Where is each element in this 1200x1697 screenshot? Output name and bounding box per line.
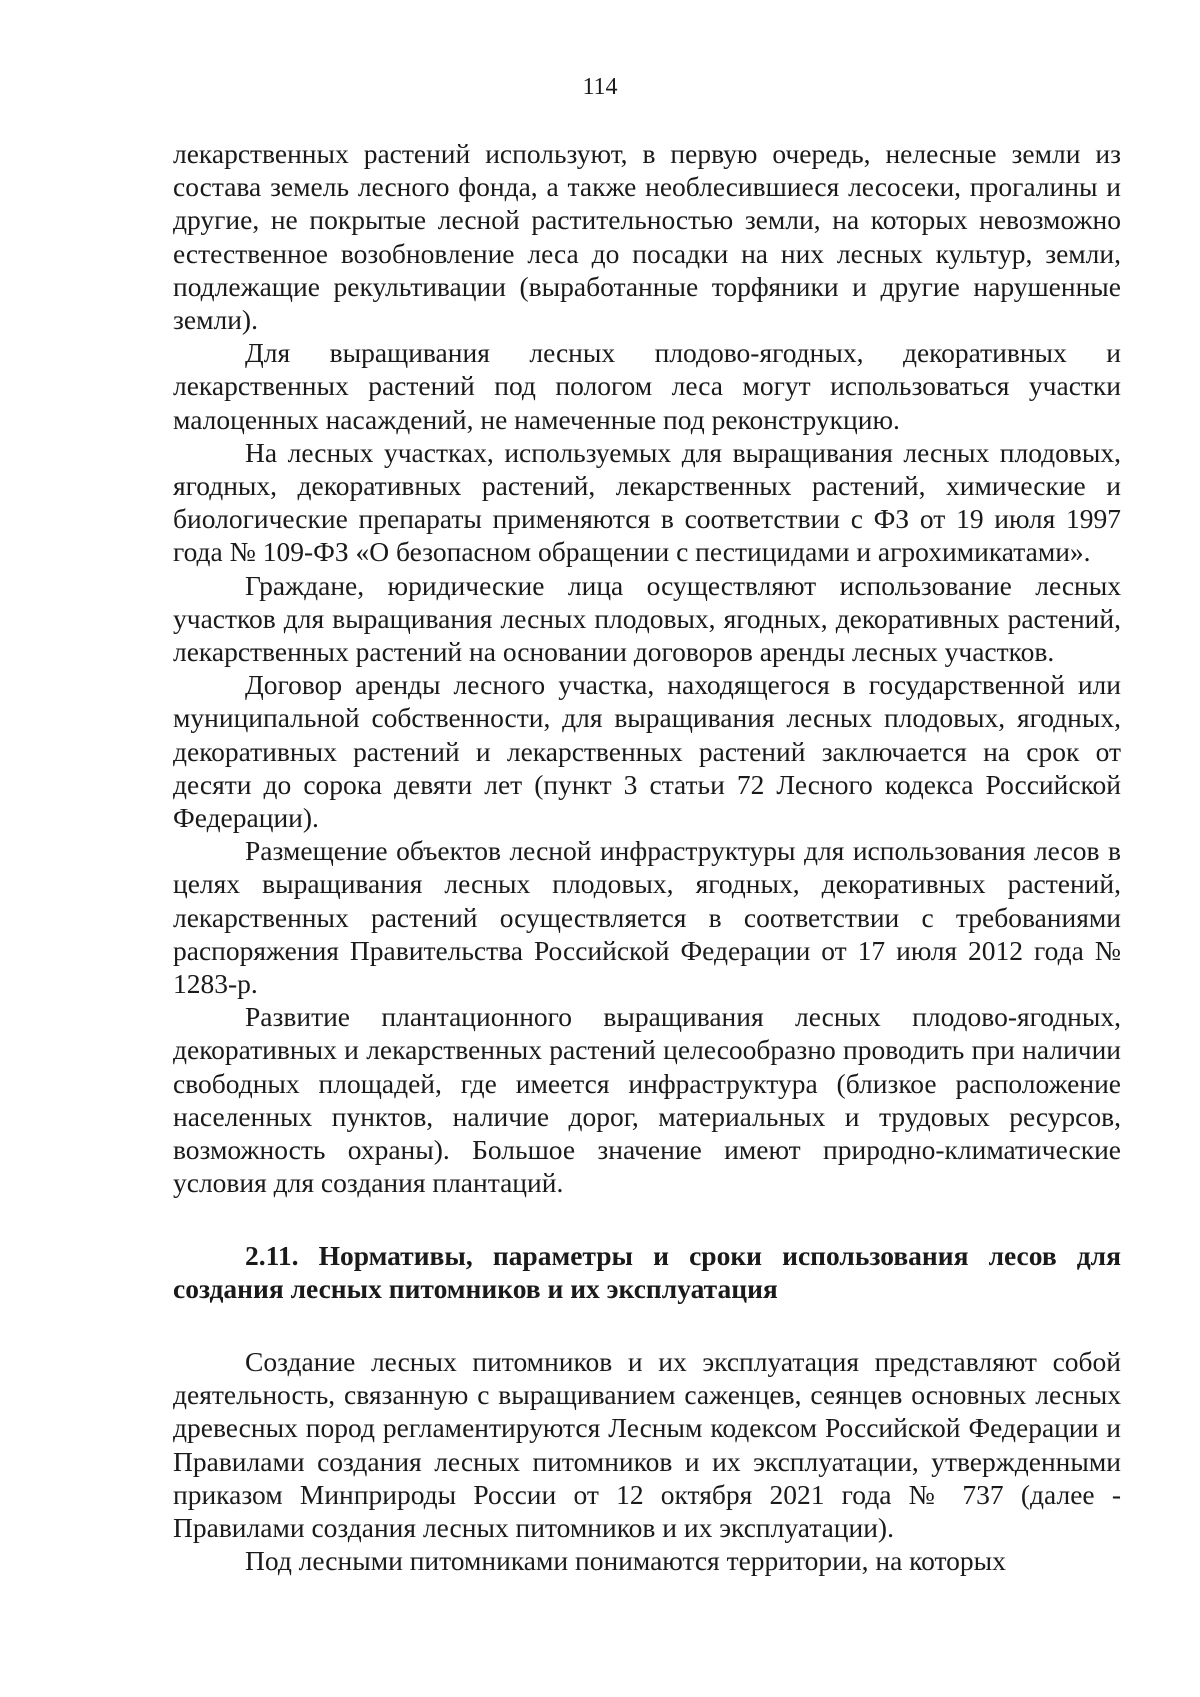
paragraph: Создание лесных питомников и их эксплуатация представляют собой деятельность, связанную с выращиванием саженцев, сеянцев основных лесных древесных пород регламентируются Лесным кодексом Российской Федерации и Правилами создания лесных питомников и их эксплуатации, утвержденными приказом Минприроды России от 12 октября 2021 года № 737 (далее - Правилами создания лесных питомников и их эксплуатации). <box>173 1345 1121 1543</box>
paragraphs-before-heading <box>173 137 1121 1200</box>
paragraph: лекарственных растений используют, в первую очередь, нелесные земли из состава земель лесного фонда, а также необлесившиеся лесосеки, прогалины и другие, не покрытые лесной растительностью земли, на которых невозможно естественное возобновление леса до посадки на них лесных культур, земли, подлежащие рекультивации (выработанные торфяники и другие нарушенные земли). <box>173 138 1121 336</box>
page-body <box>173 137 1121 1577</box>
paragraph: Граждане, юридические лица осуществляют использование лесных участков для выращивания лесных плодовых, ягодных, декоративных растений, лекарственных растений на основании договоров аренды лесных участков. <box>173 569 1121 668</box>
section-heading: 2.11. Нормативы, параметры и сроки использования лесов для создания лесных питомников и их эксплуатация <box>173 1239 1121 1304</box>
paragraph: Развитие плантационного выращивания лесных плодово-ягодных, декоративных и лекарственных растений целесообразно проводить при наличии свободных площадей, где имеется инфраструктура (близкое расположение населенных пунктов, наличие дорог, материальных и трудовых ресурсов, возможность охраны). Большое значение имеют природно-климатические условия для создания плантаций. <box>173 1001 1121 1199</box>
paragraph: Договор аренды лесного участка, находящегося в государственной или муниципальной собственности, для выращивания лесных плодовых, ягодных, декоративных растений и лекарственных растений заключается на срок от десяти до сорока девяти лет (пункт 3 статьи 72 Лесного кодекса Российской Федерации). <box>173 669 1121 834</box>
page-number: 114 <box>582 74 618 100</box>
paragraph: Для выращивания лесных плодово-ягодных, декоративных и лекарственных растений под пологом леса могут использоваться участки малоценных насаждений, не намеченные под реконструкцию. <box>173 337 1121 435</box>
paragraphs-after-heading <box>173 1345 1121 1577</box>
paragraph: Под лесными питомниками понимаются территории, на которых <box>245 1545 1006 1577</box>
paragraph: Размещение объектов лесной инфраструктуры для использования лесов в целях выращивания лесных плодовых, ягодных, декоративных растений, лекарственных растений осуществляется в соответствии с требованиями распоряжения Правительства Российской Федерации от 17 июля 2012 года № 1283-р. <box>173 835 1121 1000</box>
paragraph: На лесных участках, используемых для выращивания лесных плодовых, ягодных, декоративных растений, лекарственных растений, химические и биологические препараты применяются в соответствии с ФЗ от 19 июля 1997 года № 109-ФЗ «О безопасном обращении с пестицидами и агрохимикатами». <box>173 436 1121 568</box>
